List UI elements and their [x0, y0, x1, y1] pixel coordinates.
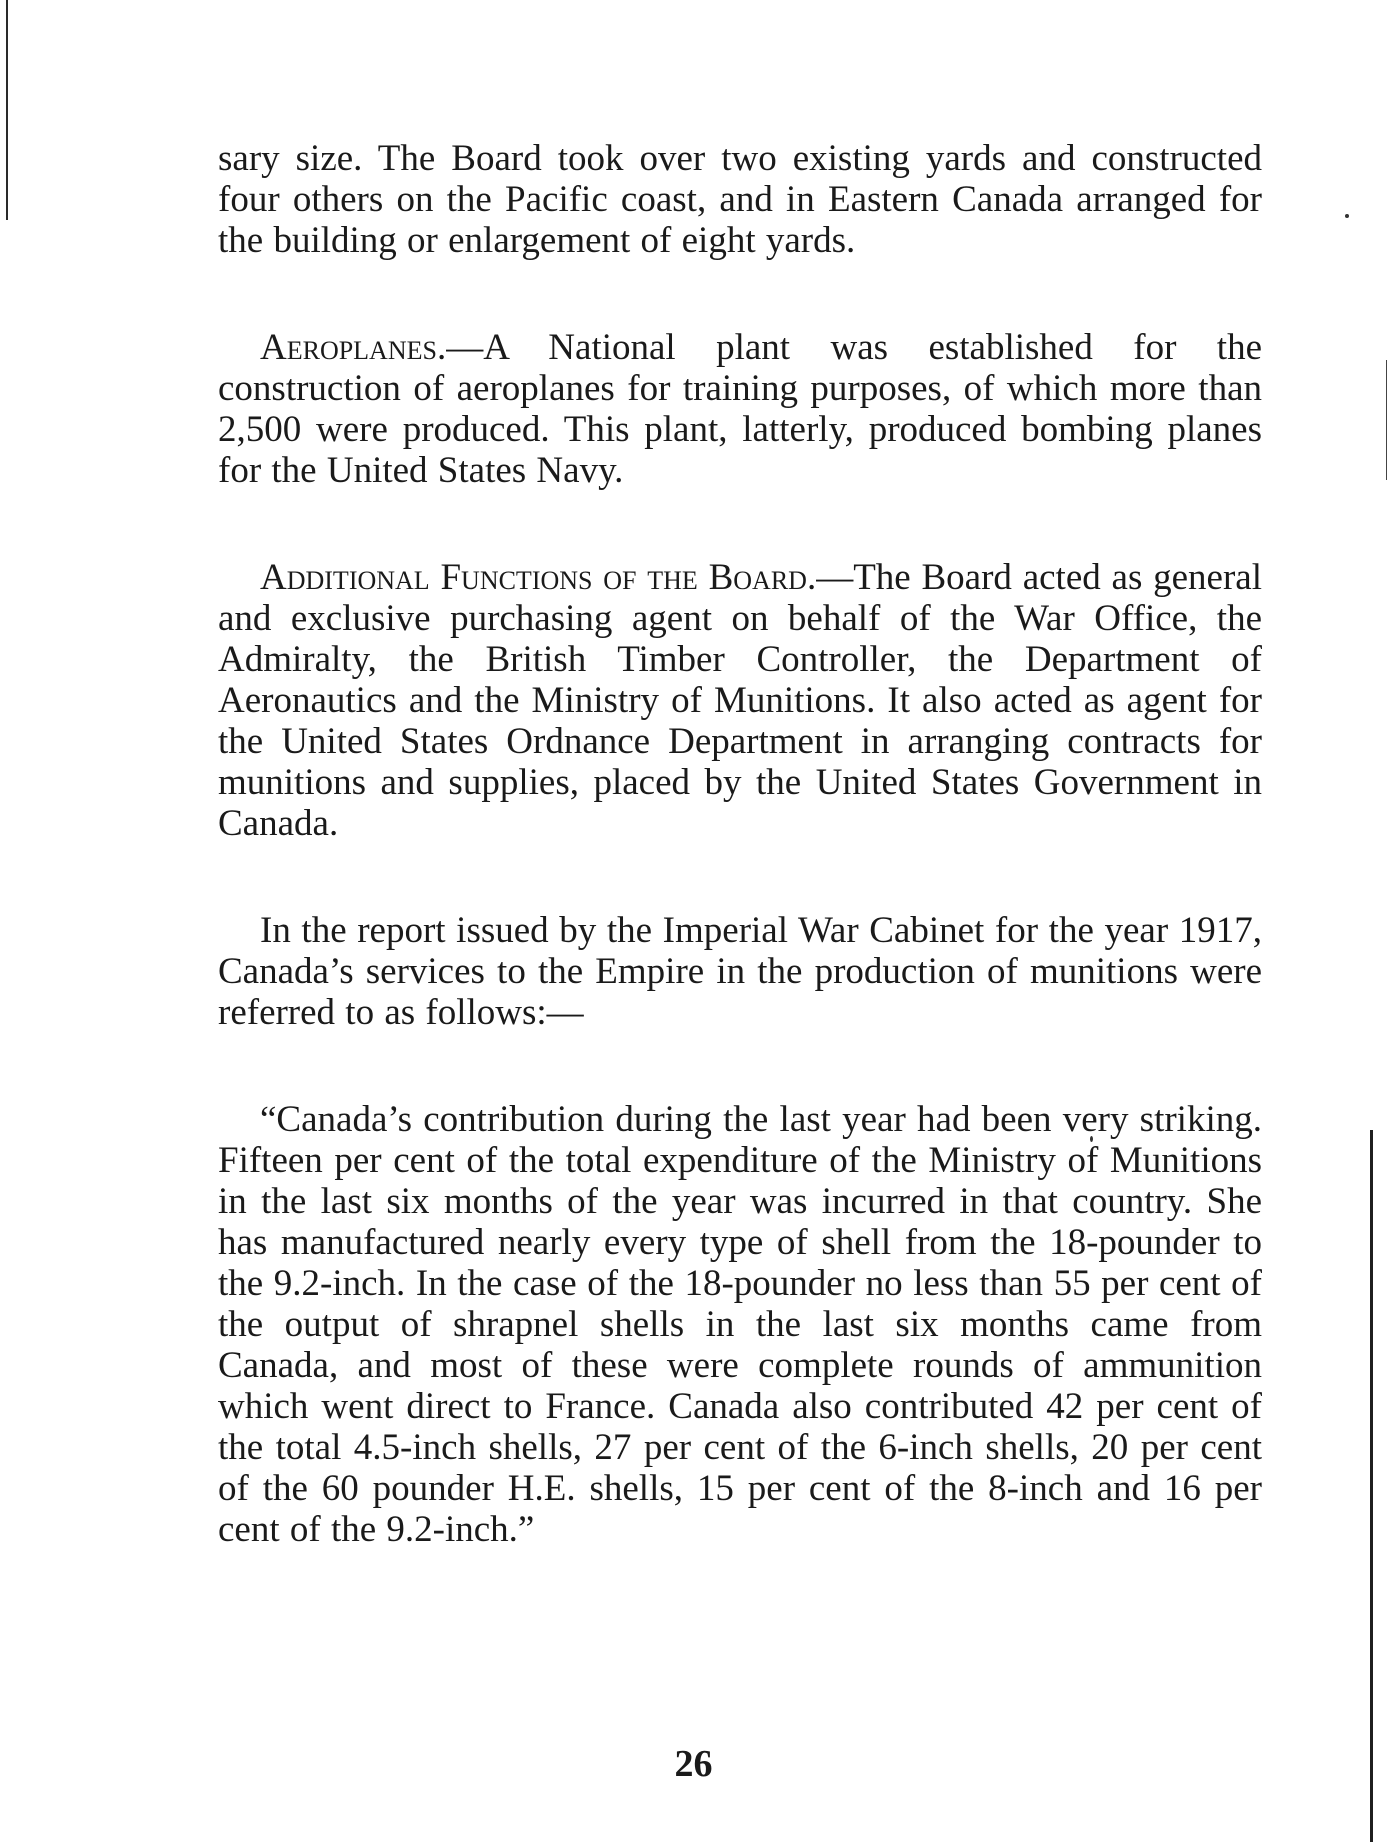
paragraph-additional-functions-text: —The Board acted as general and exclusive purchasing agent on behalf of the War Office, the Admiralty, the British Timber Controller, the Department of Aeronautics and the Ministry of Munitions. It also acted as agent for the United States Ordnance Department in arranging contracts for munitions and supplies, placed by the United States Government in Canada.: [218, 557, 1262, 844]
left-margin-rule: [6, 0, 8, 220]
right-margin-rule: [1370, 1130, 1373, 1842]
paragraph-aeroplanes: [218, 327, 1262, 491]
paragraph-gap: [218, 261, 1262, 327]
scan-speck: [1345, 214, 1349, 218]
paragraph-quotation: “Canada’s contribution during the last year had been very striking. Fifteen per cent of the total expenditure of the Ministry of Munitions in the last six months of the year was incurred in that country. She has manufactured nearly every type of shell from the 18-pounder to the 9.2-inch. In the case of the 18-pounder no less than 55 per cent of the output of shrapnel shells in the last six months came from Canada, and most of these were complete rounds of ammunition which went direct to France. Canada also contributed 42 per cent of the total 4.5-inch shells, 27 per cent of the 6-inch shells, 20 per cent of the 60 pounder H.E. shells, 15 per cent of the 8-inch and 16 per cent of the 9.2-inch.”: [218, 1099, 1262, 1550]
paragraph-aeroplanes-text: —A National plant was established for the construction of aeroplanes for training purposes, of which more than 2,500 were produced. This plant, latterly, produced bombing planes for the United States Navy.: [218, 327, 1262, 491]
paragraph-shipyards: sary size. The Board took over two existing yards and constructed four others on the Pacific coast, and in Eastern Canada arranged for the building or enlargement of eight yards.: [218, 138, 1262, 261]
section-heading-aeroplanes: Aeroplanes.: [260, 327, 447, 368]
paragraph-additional-functions: [218, 557, 1262, 844]
paragraph-gap: [218, 1033, 1262, 1099]
paragraph-imperial-war-cabinet: In the report issued by the Imperial War Cabinet for the year 1917, Canada’s services to the Empire in the production of munitions were referred to as follows:—: [218, 910, 1262, 1033]
page-number: 26: [674, 1743, 713, 1785]
section-heading-additional-functions: Additional Functions of the Board.: [260, 557, 817, 598]
page-body: [218, 138, 1262, 1550]
paragraph-gap: [218, 844, 1262, 910]
paragraph-gap: [218, 491, 1262, 557]
